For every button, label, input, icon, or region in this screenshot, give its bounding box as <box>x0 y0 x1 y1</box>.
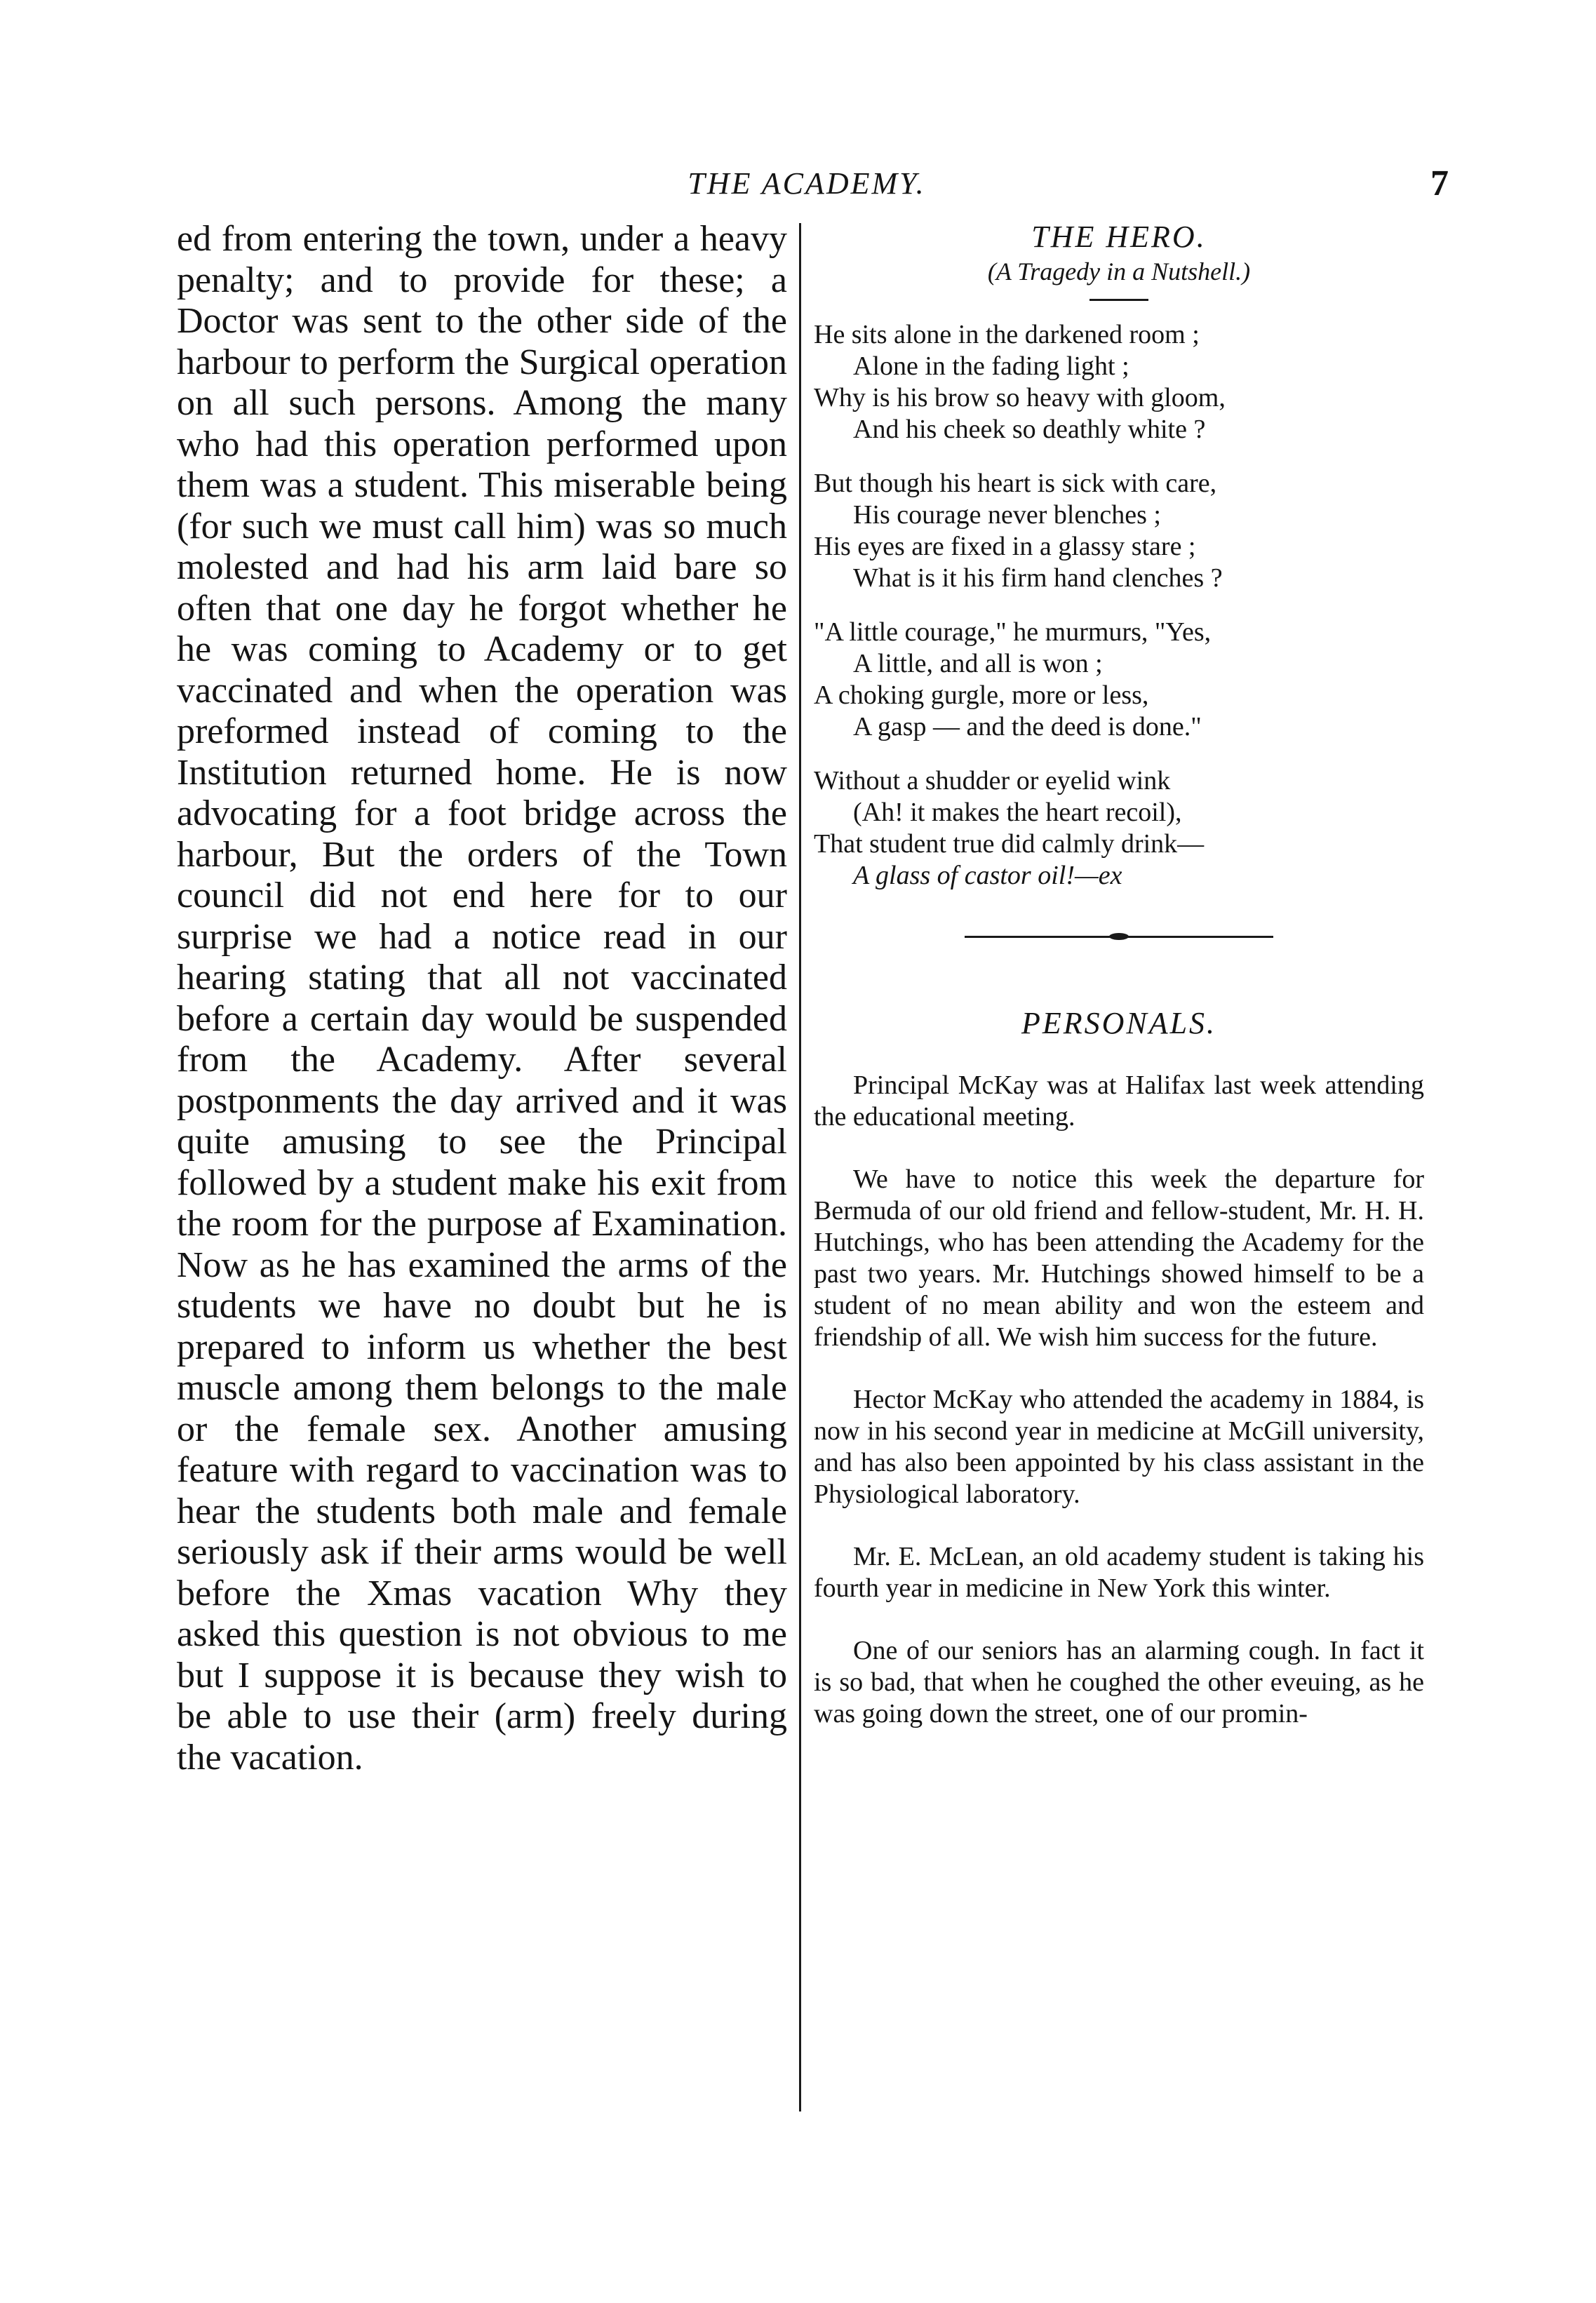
poem-line: Alone in the fading light ; <box>853 351 1129 381</box>
right-column <box>814 219 1424 1761</box>
poem-line: And his cheek so deathly white ? <box>853 415 1206 444</box>
short-rule <box>1089 299 1148 301</box>
page-header <box>165 163 1449 215</box>
article-continuation: ed from entering the town, under a heavy penalty; and to provide for these; a Doctor was sent to the other side of the harbour to perform the Surgical operation on all such persons. Among the many who had this operation performed upon them was a student. This miserable being (for such we must call him) was so much molested and had his arm laid bare so often that one day he forgot whether he he was coming to Academy or to get vaccinated and when the operation was preformed instead of coming to the Institution returned home. He is now advocating for a foot bridge across the harbour, But the orders of the Town council did not end here for to our surprise we had a notice read in our hearing stating that all not vaccinated before a certain day would be suspended from the Academy. After several postponments the day arrived and it was quite amusing to see the Principal followed by a student make his exit from the room for the purpose af Examination. Now as he has examined the arms of the students we have no doubt but he is prepared to inform us whether the best muscle among them belongs to the male or the female sex. Another amusing feature with regard to vaccination was to hear the students both male and female seriously ask if their arms would be well before the Xmas vacation Why they asked this question is not obvious to me but I suppose it is because they wish to be able to use their (arm) freely during the vacation. <box>177 219 787 1778</box>
poem-line: Why is his brow so heavy with gloom, <box>814 383 1226 412</box>
poem-line: "A little courage," he murmurs, "Yes, <box>814 617 1212 647</box>
poem-line: His courage never blenches ; <box>853 500 1161 530</box>
personal-item: Hector McKay who attended the academy in 1884, is now in his second year in medicine at McGill university, and has also been appointed by his class assistant in the Physiological laboratory. <box>814 1385 1424 1509</box>
poem-line: Without a shudder or eyelid wink <box>814 766 1171 795</box>
personal-item: Principal McKay was at Halifax last week attending the educational meeting. <box>814 1070 1424 1132</box>
personal-item: Mr. E. McLean, an old academy student is taking his fourth year in medicine in New York this winter. <box>814 1542 1424 1603</box>
column-divider <box>799 223 801 2111</box>
poem-line: That student true did calmly drink— <box>814 829 1205 859</box>
poem-line: What is it his firm hand clenches ? <box>853 563 1223 593</box>
section-ornament <box>965 932 1273 941</box>
poem-subtitle: (A Tragedy in a Nutshell.) <box>987 257 1251 286</box>
poem-stanza <box>814 468 1424 594</box>
ornament-dot <box>1109 933 1129 940</box>
poem-stanza <box>814 319 1424 445</box>
poem-line: A glass of castor oil!—ex <box>853 861 1122 890</box>
personals-title: PERSONALS. <box>1021 1006 1217 1040</box>
page-number: 7 <box>1430 163 1449 203</box>
poem-title: THE HERO. <box>1031 220 1207 254</box>
poem-line: He sits alone in the darkened room ; <box>814 320 1200 349</box>
poem-line: (Ah! it makes the heart recoil), <box>853 798 1182 827</box>
personal-item: We have to notice this week the departure for Bermuda of our old friend and fellow-student, Mr. H. H. Hutchings, who has been attending the Academy for the past two years. Mr. Hutchings showed himself to be a student of no mean ability and won the esteem and friendship of all. We wish him success for the future. <box>814 1164 1424 1352</box>
poem-stanza <box>814 765 1424 892</box>
poem-line: A little, and all is won ; <box>853 649 1103 678</box>
poem-line: His eyes are fixed in a glassy stare ; <box>814 532 1196 561</box>
poem-line: A gasp — and the deed is done." <box>853 712 1202 741</box>
poem-stanza <box>814 617 1424 743</box>
poem-line: A choking gurgle, more or less, <box>814 680 1149 710</box>
left-column <box>177 219 787 1778</box>
poem-line: But though his heart is sick with care, <box>814 469 1217 498</box>
running-title: THE ACADEMY. <box>688 166 926 201</box>
personal-item: One of our seniors has an alarming cough. In fact it is so bad, that when he coughed the other eveuing, as he was going down the street, one of our promin- <box>814 1636 1424 1728</box>
